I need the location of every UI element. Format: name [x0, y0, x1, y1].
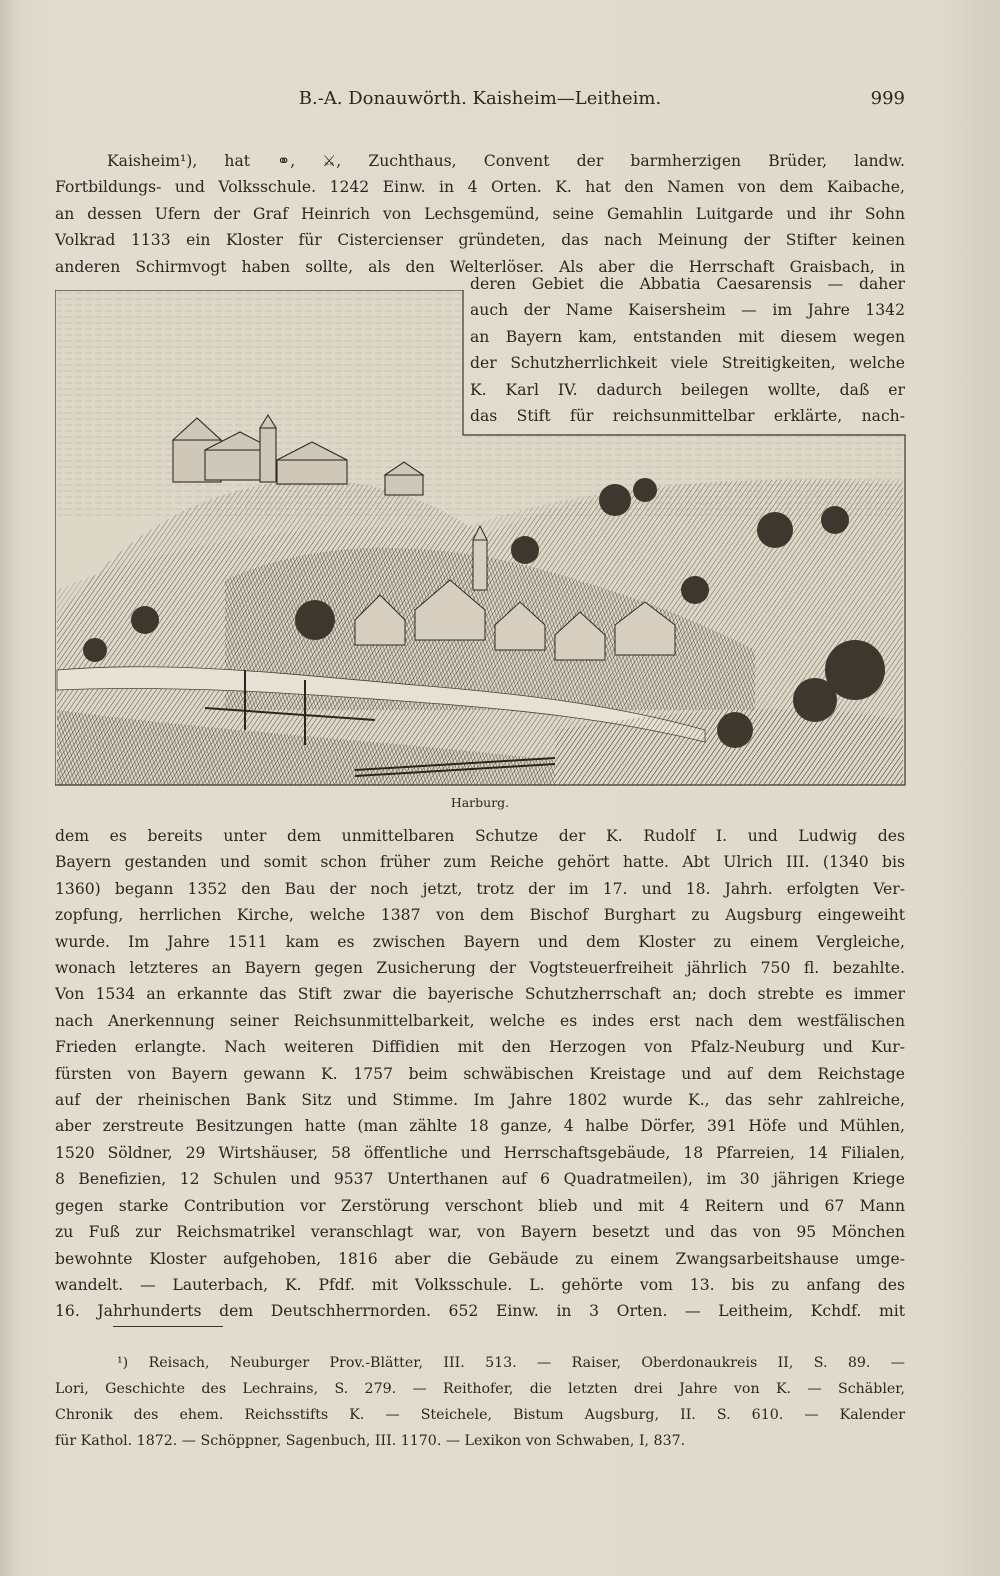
text-line: 1520 Söldner, 29 Wirtshäuser, 58 öffentliche und Herrschaftsgebäude, 18 Pfarreien, 14 Filialen, — [55, 1143, 905, 1162]
wrapped-text-block — [470, 271, 905, 429]
text-line: auf der rheinischen Bank Sitz und Stimme. Im Jahre 1802 wurde K., das sehr zahlreiche, — [55, 1091, 905, 1110]
footnote-line: Chronik des ehem. Reichsstifts K. — Steichele, Bistum Augsburg, II. S. 610. — Kalender — [55, 1407, 905, 1423]
text-line: Fortbildungs- und Volksschule. 1242 Einw. in 4 Orten. K. hat den Namen von dem Kaibache, — [55, 178, 905, 197]
intro-paragraph — [55, 148, 905, 280]
text-line: Volkrad 1133 ein Kloster für Cistercienser gründeten, das nach Meinung der Stifter keinen — [55, 231, 905, 250]
text-line: Von 1534 an erkannte das Stift zwar die bayerische Schutzherrschaft an; doch strebte es immer — [55, 985, 905, 1004]
text-line: gegen starke Contribution vor Zerstörung verschont blieb und mit 4 Reitern und 67 Mann — [55, 1196, 905, 1215]
text-line: 8 Benefizien, 12 Schulen und 9537 Unterthanen auf 6 Quadratmeilen), im 30 jährigen Kriege — [55, 1170, 905, 1189]
running-header — [55, 88, 905, 114]
text-line: an dessen Ufern der Graf Heinrich von Lechsgemünd, seine Gemahlin Luitgarde und ihr Sohn — [55, 204, 905, 223]
text-line: deren Gebiet die Abbatia Caesarensis — daher — [470, 275, 905, 293]
running-title: B.-A. Donauwörth. Kaisheim—Leitheim. — [298, 88, 662, 109]
text-line: wandelt. — Lauterbach, K. Pfdf. mit Volksschule. L. gehörte vom 13. bis zu anfang des — [55, 1275, 905, 1294]
text-line: der Schutzherrlichkeit viele Streitigkeiten, welche — [470, 354, 905, 373]
text-line: fürsten von Bayern gewann K. 1757 beim schwäbischen Kreistage und auf dem Reichstage — [55, 1064, 905, 1083]
text-line: das Stift für reichsunmittelbar erklärte, nach- — [470, 407, 905, 426]
text-line: Bayern gestanden und somit schon früher zum Reiche gehört hatte. Abt Ulrich III. (1340 bis — [55, 853, 905, 872]
text-line: dem es bereits unter dem unmittelbaren Schutze der K. Rudolf I. und Ludwig des — [55, 827, 905, 845]
page-number: 999 — [870, 88, 905, 109]
body-paragraph — [55, 823, 905, 1325]
text-line: 16. Jahrhunderts dem Deutschherrnorden. 652 Einw. in 3 Orten. — Leitheim, Kchdf. mit — [55, 1302, 905, 1321]
text-line: Frieden erlangte. Nach weiteren Diffidien mit den Herzogen von Pfalz-Neuburg und Kur- — [55, 1038, 905, 1057]
text-line: bewohnte Kloster aufgehoben, 1816 aber die Gebäude zu einem Zwangsarbeitshause umge- — [55, 1249, 905, 1268]
text-line: zu Fuß zur Reichsmatrikel veranschlagt war, von Bayern besetzt und das von 95 Mönchen — [55, 1223, 905, 1242]
text-line: anderen Schirmvogt haben sollte, als den Welterlöser. Als aber die Herrschaft Graisbach, in — [55, 257, 905, 276]
footnote-line: für Kathol. 1872. — Schöppner, Sagenbuch, III. 1170. — Lexikon von Schwaben, I, 837. — [55, 1433, 686, 1449]
text-line: K. Karl IV. dadurch beilegen wollte, daß er — [470, 380, 905, 399]
text-line: wurde. Im Jahre 1511 kam es zwischen Bayern und dem Kloster zu einem Vergleiche, — [55, 932, 905, 951]
text-line: wonach letzteres an Bayern gegen Zusicherung der Vogtsteuerfreiheit jährlich 750 fl. bezahlte. — [55, 959, 905, 978]
text-line: an Bayern kam, entstanden mit diesem wegen — [470, 327, 905, 346]
text-line: aber zerstreute Besitzungen hatte (man zählte 18 ganze, 4 halbe Dörfer, 391 Höfe und Mühlen, — [55, 1117, 905, 1136]
text-line: zopfung, herrlichen Kirche, welche 1387 von dem Bischof Burghart zu Augsburg eingeweiht — [55, 906, 905, 925]
footnote-block — [55, 1350, 905, 1454]
text-line: nach Anerkennung seiner Reichsunmittelbarkeit, welche es indes erst nach dem westfälischen — [55, 1011, 905, 1030]
text-line: 1360) begann 1352 den Bau der noch jetzt, trotz der im 17. und 18. Jahrh. erfolgten Ver- — [55, 879, 905, 898]
text-line: Kaisheim¹), hat ⚭, ⚔, Zuchthaus, Convent der barmherzigen Brüder, landw. — [107, 152, 905, 170]
footnote-divider — [113, 1326, 223, 1327]
figure-caption: Harburg. — [450, 795, 510, 810]
footnote-line: Lori, Geschichte des Lechrains, S. 279. — Reithofer, die letzten drei Jahre von K. — Schäbler, — [55, 1381, 905, 1397]
footnote-line: ¹) Reisach, Neuburger Prov.-Blätter, III. 513. — Raiser, Oberdonaukreis II, S. 89. — — [117, 1355, 905, 1371]
text-line: auch der Name Kaisersheim — im Jahre 1342 — [470, 301, 905, 320]
